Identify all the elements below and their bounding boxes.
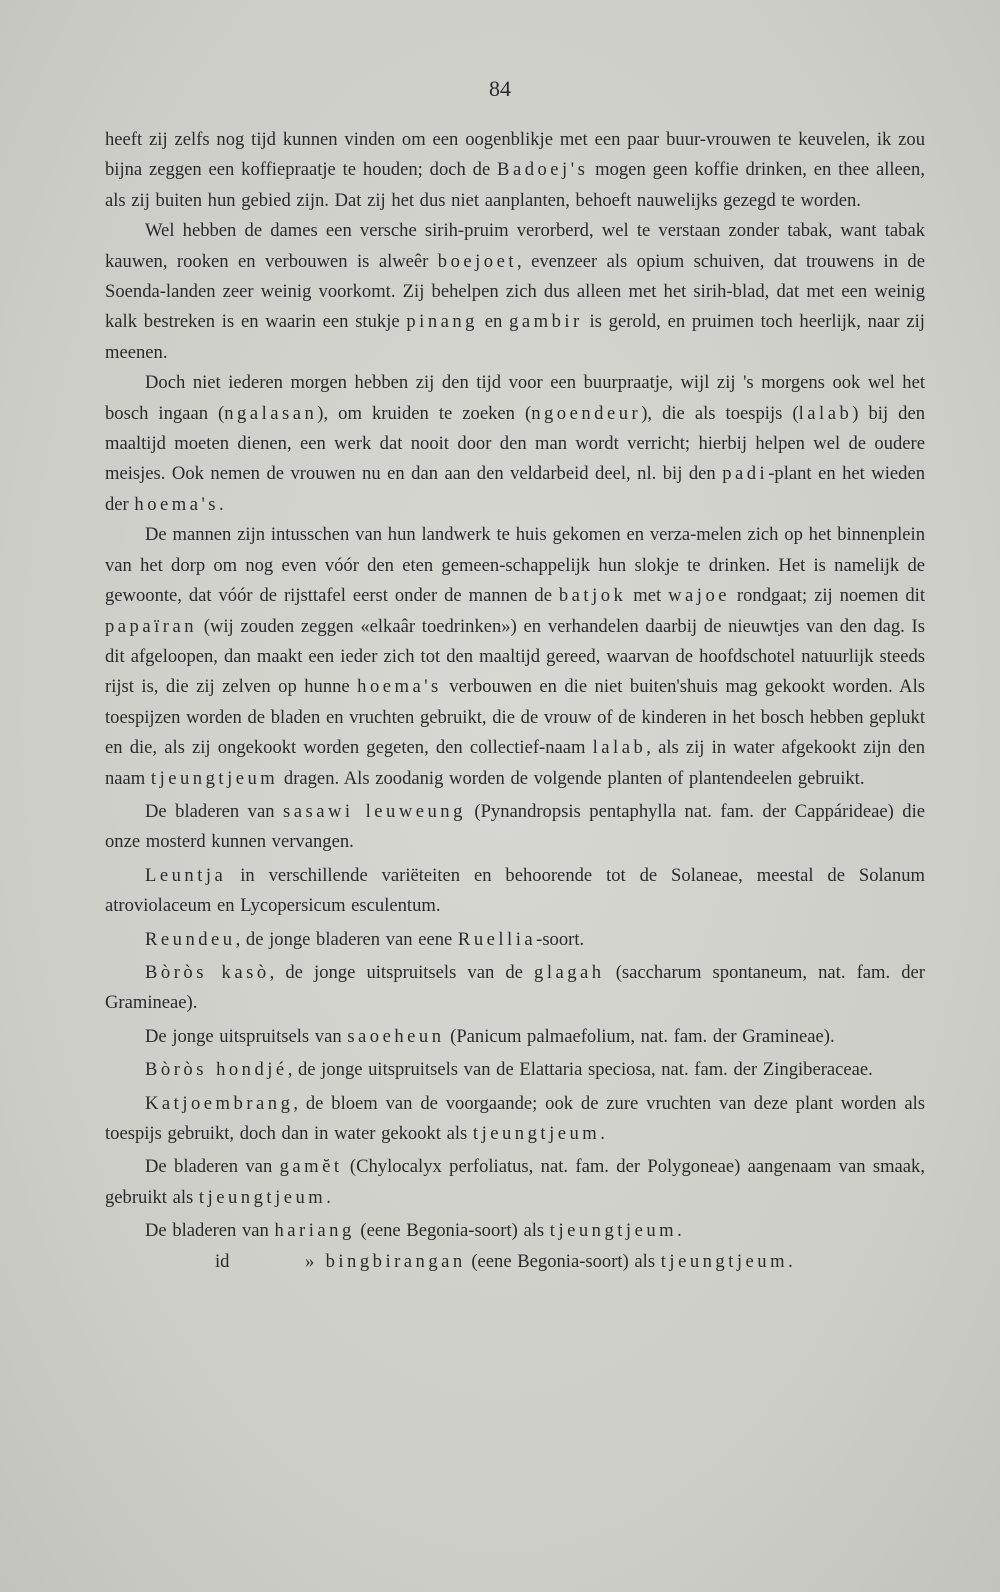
spaced-term: padi <box>722 463 769 485</box>
spaced-term: hoema's <box>357 676 442 698</box>
paragraph-5 <box>105 797 925 858</box>
text-run: -plant en het wieden der <box>105 463 926 515</box>
spaced-term: Katjoembrang <box>145 1092 294 1114</box>
paragraph-9 <box>105 1022 925 1052</box>
spaced-term: tjeungtjeum <box>472 1123 601 1144</box>
paragraph-1 <box>105 125 925 216</box>
paragraph-8 <box>105 958 925 1019</box>
spaced-term: wajoe <box>668 585 730 607</box>
spaced-term: gamĕt <box>279 1156 343 1178</box>
text-run: (Pynandropsis pentaphylla nat. fam. der Cappárideae) die onze mosterd kunnen vervangen. <box>105 800 925 853</box>
text-run: en <box>477 311 510 333</box>
spaced-term: boejoet <box>437 250 518 272</box>
text-run: . <box>788 1250 793 1272</box>
spaced-term: gambir <box>509 311 583 333</box>
text-run: Doch niet iederen morgen hebben zij den tijd voor een buurpraatje, wijl zij 's morgens ook wel het bosch ingaan ( <box>105 372 925 424</box>
text-run: heeft zij zelfs nog tijd kunnen vinden om een oogenblikje met een paar buur-vrouwen te keuvelen, ik zou bijna zeggen een koffiepraatje te houden; doch de <box>105 129 925 181</box>
spaced-term: batjok <box>558 585 627 607</box>
text-run: De bladeren van <box>145 800 284 822</box>
spaced-term: papaïran <box>105 615 198 637</box>
paragraph-13 <box>105 1216 925 1246</box>
spaced-term: lalab <box>798 402 853 424</box>
text-run: , evenzeer als opium schuiven, dat trouwens in de Soenda-landen zeer weinig voorkomt. Zij behelpen zich dus alleen met het sirih-blad, dat met een weinig kalk bestreken is en waarin een stukje <box>105 250 925 333</box>
spaced-term: tjeungtjeum <box>660 1250 789 1272</box>
text-run: . <box>600 1123 605 1144</box>
text-run: , de jonge bladeren van eene <box>235 928 458 950</box>
text-run: De bladeren van <box>145 1156 280 1178</box>
spaced-term: ngoendeur <box>531 402 642 424</box>
text-run: verbouwen en die niet buiten'shuis mag gekookt worden. Als toespijzen worden de bladen en vruchten gebruikt, die de vrouw of de kinderen in het bosch hebben geplukt en die, als zij ongekookt worden gegeten, den collectief-naam <box>105 676 925 759</box>
spaced-term: sasawi leuweung <box>283 800 466 822</box>
paragraph-2 <box>105 216 925 368</box>
spaced-term: hariang <box>274 1220 355 1242</box>
ditto-mark: » <box>305 1250 315 1272</box>
text-run: met <box>626 585 669 607</box>
text-run: (eene Begonia-soort) als <box>354 1220 550 1242</box>
text-run: , de jonge uitspruitsels van de <box>269 961 535 983</box>
text-run: . <box>677 1220 682 1242</box>
text-run: (eene Begonia-soort) als <box>465 1250 661 1272</box>
spaced-term: Leuntja <box>145 864 227 886</box>
spaced-term: glagah <box>534 961 605 983</box>
ditto-id: id <box>215 1250 230 1272</box>
text-run: , de jonge uitspruitsels van de Elattaria speciosa, nat. fam. der Zingiberaceae. <box>287 1059 873 1081</box>
text-run: -soort. <box>536 928 585 950</box>
spaced-term: Bòròs hondjé <box>145 1059 288 1081</box>
paragraph-3 <box>105 368 925 520</box>
paragraph-12 <box>105 1152 925 1213</box>
spaced-term: pinang <box>406 311 478 333</box>
text-run: De jonge uitspruitsels van <box>145 1025 348 1047</box>
paragraph-4 <box>105 520 925 794</box>
page-number: 84 <box>489 76 511 101</box>
text-run: in verschillende variëteiten en behoorende tot de Solaneae, meestal de Solanum atroviolaceum en Lycopersicum esculentum. <box>105 864 925 917</box>
spaced-term: hoema's <box>134 493 220 515</box>
paragraph-10 <box>105 1055 925 1085</box>
text-run: is gerold, en pruimen toch heerlijk, naar zij meenen. <box>105 311 925 363</box>
text-run: (wij zouden zeggen «elkaâr toedrinken») en verhandelen daarbij de nieuwtjes van den dag. Is dit afgeloopen, dan maakt een ieder zich tot den maaltijd gereed, waarvan de hoofdschotel natuurlijk steeds rijst is, die zij zelven op hunne <box>105 615 925 698</box>
spaced-term: Bòròs kasò <box>145 961 270 983</box>
spaced-term: lalab <box>592 737 647 759</box>
paragraph-11 <box>105 1089 925 1150</box>
spaced-term: tjeungtjeum <box>150 767 279 789</box>
text-run: mogen geen koffie drinken, en thee alleen, als zij buiten hun gebied zijn. Dat zij het dus niet aanplanten, behoeft nauwelijks gezegd te worden. <box>105 159 925 211</box>
spaced-term: Reundeu <box>145 928 236 950</box>
text-run: De mannen zijn intusschen van hun landwerk te huis gekomen en verza-melen zich op het binnenplein van het dorp om nog even vóór den eten gemeen-schappelijk hun slokje te drinken. Het is namelijk de gewoonte, dat vóór de rijsttafel eerst onder de mannen de <box>105 524 925 607</box>
text-run: , als zij in water afgekookt zijn den naam <box>105 737 925 789</box>
text-run: (Chylocalyx perfoliatus, nat. fam. der Polygoneae) aangenaam van smaak, gebruikt als <box>105 1156 925 1208</box>
spaced-term: Ruellia <box>457 928 537 950</box>
text-run: , de bloem van de voorgaande; ook de zure vruchten van deze plant worden als toespijs gebruikt, doch dan in water gekookt als <box>105 1092 925 1144</box>
text-run: De bladeren van <box>145 1220 275 1242</box>
spaced-term: ngalasan <box>224 402 318 424</box>
text-run: ) bij den maaltijd moeten dienen, een werk dat nooit door den man wordt verricht; hierbij helpen wel de oudere meisjes. Ook nemen de vrouwen nu en dan aan den veldarbeid deel, nl. bij den <box>105 402 926 485</box>
spaced-term: tjeungtjeum <box>198 1186 327 1208</box>
text-run: (Panicum palmaefolium, nat. fam. der Gramineae). <box>444 1025 835 1047</box>
paragraph-7 <box>105 925 925 955</box>
spaced-term: saoeheun <box>347 1025 445 1047</box>
text-run: rondgaat; zij noemen dit <box>730 585 925 607</box>
text-run: . <box>219 493 224 515</box>
text-run: ), om kruiden te zoeken ( <box>317 402 532 424</box>
spaced-term: bingbirangan <box>325 1250 466 1272</box>
spaced-term: Badoej's <box>497 159 589 181</box>
paragraph-6 <box>105 861 925 922</box>
spaced-term: tjeungtjeum <box>549 1220 678 1242</box>
text-run: Wel hebben de dames een versche sirih-pruim verorberd, wel te verstaan zonder tabak, want tabak kauwen, rooken en verbouwen is alweêr <box>105 220 925 272</box>
text-run: (saccharum spontaneum, nat. fam. der Gramineae). <box>105 961 925 1014</box>
paragraph-14 <box>105 1247 925 1277</box>
text-run: dragen. Als zoodanig worden de volgende planten of plantendeelen gebruikt. <box>278 767 865 789</box>
text-run: ), die als toespijs ( <box>641 402 799 424</box>
body-text <box>105 125 925 1277</box>
text-run: . <box>326 1186 331 1208</box>
